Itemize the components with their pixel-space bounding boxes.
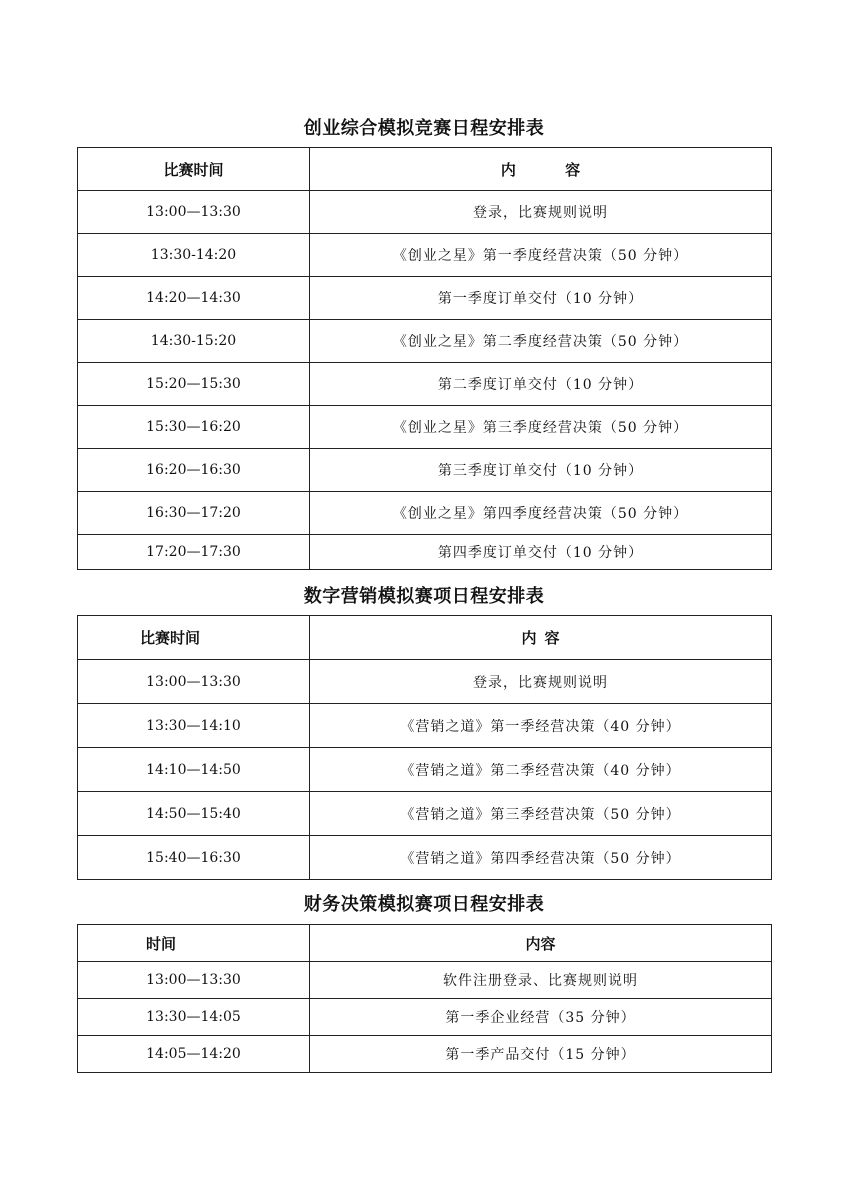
row-time: 14:10—14:50 [78,748,310,792]
table-row [78,999,772,1036]
table-header-row [78,616,772,660]
row-time: 13:30-14:20 [78,234,310,277]
row-content: 软件注册登录、比赛规则说明 [310,962,772,999]
table-row [78,363,772,406]
row-content: 《营销之道》第二季经营决策（40 分钟） [310,748,772,792]
row-time: 13:30—14:10 [78,704,310,748]
row-time: 14:05—14:20 [78,1036,310,1073]
row-time: 13:00—13:30 [78,962,310,999]
header-content: 内容 [310,616,772,660]
row-content: 《创业之星》第二季度经营决策（50 分钟） [310,320,772,363]
table-row [78,748,772,792]
table-row [78,836,772,880]
row-time: 17:20—17:30 [78,535,310,570]
table-row [78,277,772,320]
table-2-title: 数字营销模拟赛项日程安排表 [303,586,545,607]
table-row [78,234,772,277]
table-row [78,962,772,999]
table-header-row [78,925,772,962]
row-content: 《创业之星》第三季度经营决策（50 分钟） [310,406,772,449]
header-content: 内 容 [310,148,772,191]
table-1-title: 创业综合模拟竞赛日程安排表 [303,118,545,139]
row-time: 14:30-15:20 [78,320,310,363]
row-content: 第一季企业经营（35 分钟） [310,999,772,1036]
table-row [78,660,772,704]
table-row [78,406,772,449]
table-3-title: 财务决策模拟赛项日程安排表 [303,894,545,915]
row-content: 第一季度订单交付（10 分钟） [310,277,772,320]
row-content: 《创业之星》第一季度经营决策（50 分钟） [310,234,772,277]
row-content: 《营销之道》第一季经营决策（40 分钟） [310,704,772,748]
schedule-table-1 [77,147,772,570]
row-content: 第一季产品交付（15 分钟） [310,1036,772,1073]
table-row [78,535,772,570]
row-time: 16:30—17:20 [78,492,310,535]
header-time: 时间 [78,925,310,962]
row-content: 第三季度订单交付（10 分钟） [310,449,772,492]
row-time: 13:30—14:05 [78,999,310,1036]
row-time: 14:20—14:30 [78,277,310,320]
table-row [78,704,772,748]
table-row [78,792,772,836]
row-content: 《营销之道》第三季经营决策（50 分钟） [310,792,772,836]
header-time: 比赛时间 [78,616,310,660]
table-row [78,1036,772,1073]
row-time: 14:50—15:40 [78,792,310,836]
row-content: 登录，比赛规则说明 [310,191,772,234]
row-content: 第二季度订单交付（10 分钟） [310,363,772,406]
row-content: 第四季度订单交付（10 分钟） [310,535,772,570]
row-time: 15:40—16:30 [78,836,310,880]
row-content: 《营销之道》第四季经营决策（50 分钟） [310,836,772,880]
table-row [78,191,772,234]
row-content: 《创业之星》第四季度经营决策（50 分钟） [310,492,772,535]
header-time: 比赛时间 [78,148,310,191]
row-time: 13:00—13:30 [78,660,310,704]
table-row [78,449,772,492]
table-row [78,492,772,535]
schedule-table-2 [77,615,772,880]
table-row [78,320,772,363]
header-content: 内容 [310,925,772,962]
row-time: 16:20—16:30 [78,449,310,492]
row-time: 15:30—16:20 [78,406,310,449]
table-header-row [78,148,772,191]
row-time: 15:20—15:30 [78,363,310,406]
row-content: 登录，比赛规则说明 [310,660,772,704]
schedule-table-3 [77,924,772,1073]
row-time: 13:00—13:30 [78,191,310,234]
